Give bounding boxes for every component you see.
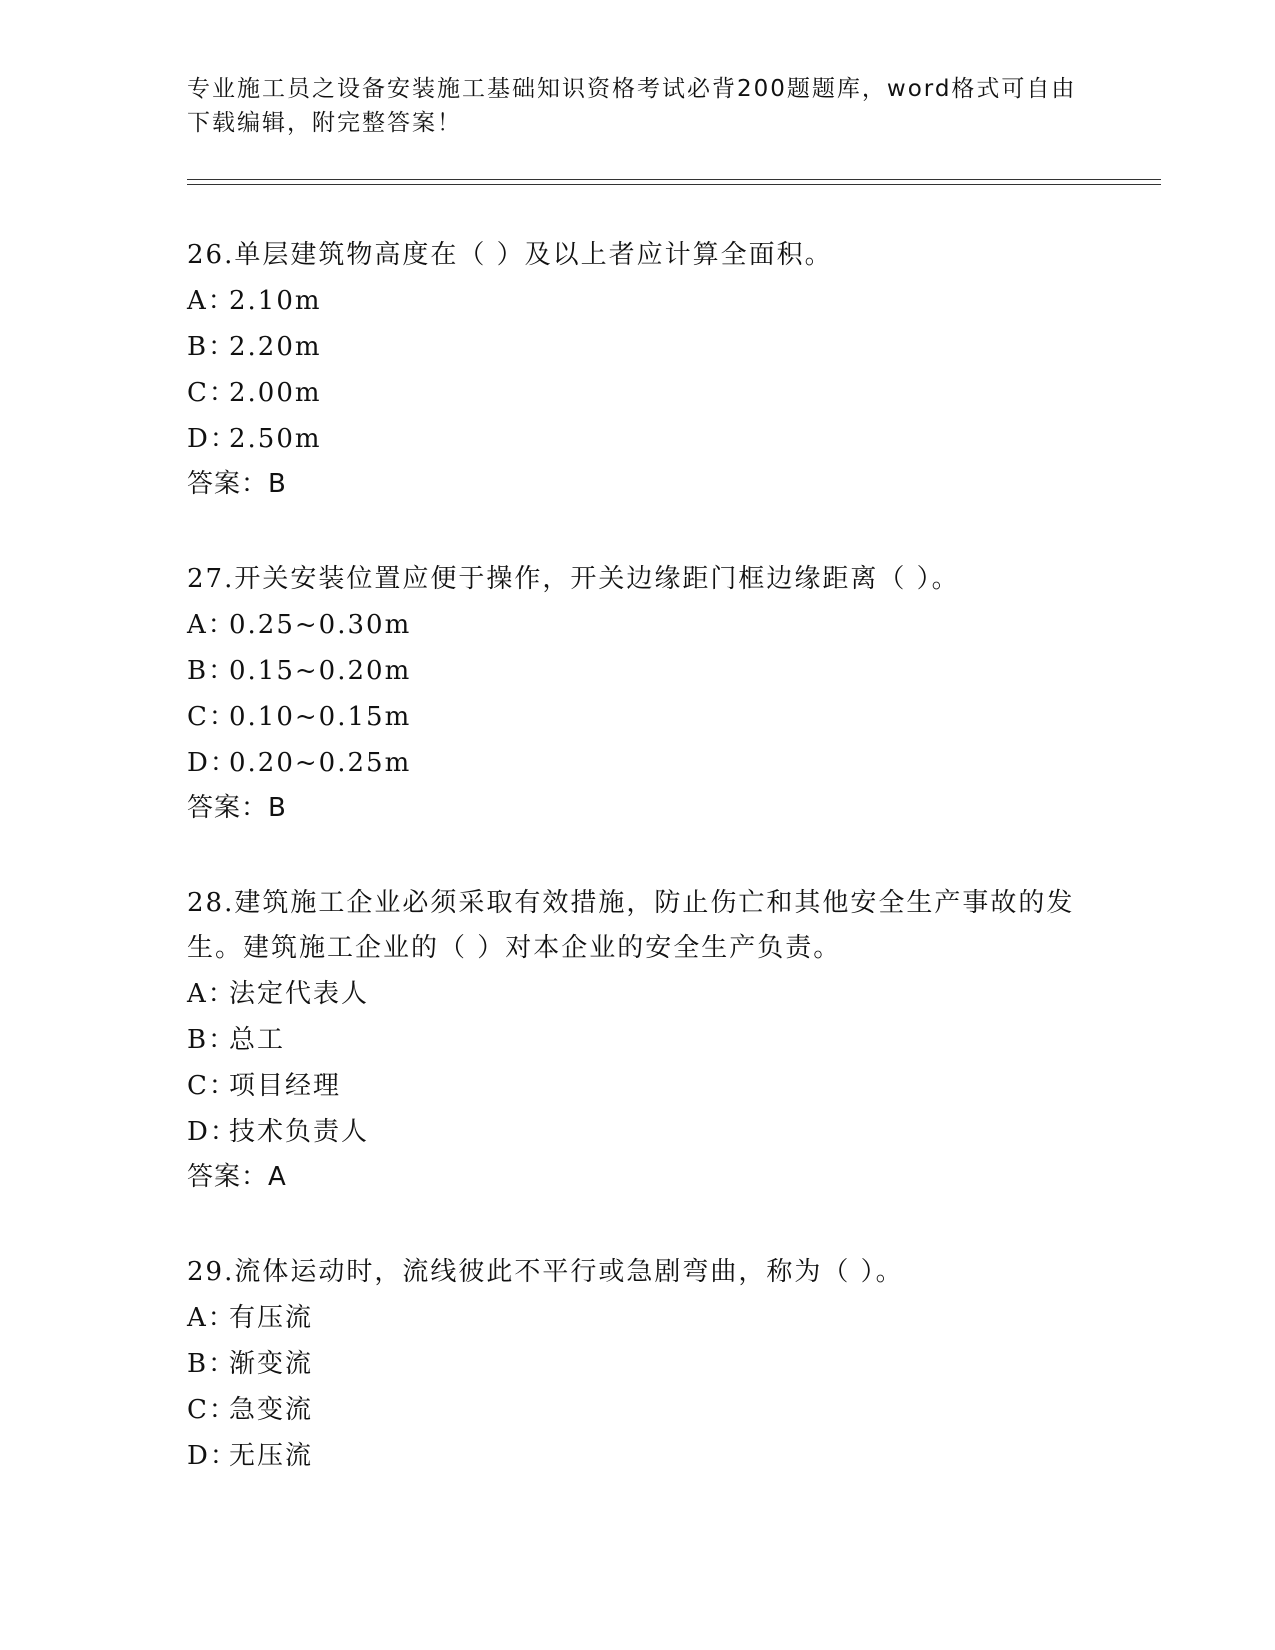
option-text: 无压流 (229, 1441, 314, 1471)
document-header (187, 72, 1087, 140)
option-letter: A： (187, 1303, 236, 1333)
question-block (187, 557, 1127, 830)
answer-option (187, 602, 1127, 648)
option-letter: C： (187, 1071, 237, 1101)
option-text: 项目经理 (229, 1071, 342, 1101)
answer-option (187, 1017, 1127, 1063)
option-letter: B： (187, 656, 237, 686)
option-letter: B： (187, 332, 237, 362)
option-text: 有压流 (229, 1303, 314, 1333)
option-text: 法定代表人 (229, 979, 370, 1009)
question-stem: 28.建筑施工企业必须采取有效措施，防止伤亡和其他安全生产事故的发生。建筑施工企业的（ ）对本企业的安全生产负责。 (187, 888, 1075, 963)
answer-option (187, 1341, 1127, 1387)
answer-option (187, 648, 1127, 694)
header-divider-top (187, 179, 1161, 180)
answer-option (187, 694, 1127, 740)
answer-key: 答案：B (187, 469, 287, 499)
option-text: 渐变流 (229, 1349, 314, 1379)
option-letter: D： (187, 424, 238, 454)
answer-option (187, 324, 1127, 370)
answer-option (187, 971, 1127, 1017)
option-letter: B： (187, 1349, 237, 1379)
header-line-2: 下载编辑，附完整答案！ (187, 110, 462, 136)
answer-key: 答案：A (187, 1162, 287, 1192)
option-text: 急变流 (229, 1395, 314, 1425)
answer-option (187, 416, 1127, 462)
option-letter: D： (187, 1117, 238, 1147)
option-letter: A： (187, 610, 236, 640)
answer-option (187, 1387, 1127, 1433)
answer-option (187, 278, 1127, 324)
option-text: 0.20~0.25m (229, 748, 412, 778)
answer-option (187, 1109, 1127, 1155)
question-stem: 29.流体运动时，流线彼此不平行或急剧弯曲，称为（ ）。 (187, 1257, 904, 1287)
option-text: 2.20m (229, 332, 322, 362)
header-line-1: 专业施工员之设备安装施工基础知识资格考试必背200题题库，word格式可自由 (187, 76, 1077, 102)
answer-option (187, 1433, 1127, 1479)
option-text: 0.25~0.30m (229, 610, 412, 640)
question-block (187, 233, 1127, 506)
option-text: 总工 (229, 1025, 286, 1055)
option-text: 2.10m (229, 286, 322, 316)
question-block (187, 881, 1127, 1199)
option-letter: C： (187, 702, 237, 732)
option-text: 0.10~0.15m (229, 702, 412, 732)
option-letter: A： (187, 979, 236, 1009)
option-letter: C： (187, 378, 237, 408)
header-divider-bottom (187, 184, 1161, 185)
question-stem: 26.单层建筑物高度在（ ）及以上者应计算全面积。 (187, 240, 833, 270)
option-text: 2.00m (229, 378, 322, 408)
answer-option (187, 740, 1127, 786)
option-text: 0.15~0.20m (229, 656, 412, 686)
option-letter: C： (187, 1395, 237, 1425)
option-letter: B： (187, 1025, 237, 1055)
option-text: 技术负责人 (229, 1117, 370, 1147)
option-text: 2.50m (229, 424, 322, 454)
answer-option (187, 1295, 1127, 1341)
answer-option (187, 370, 1127, 416)
question-stem: 27.开关安装位置应便于操作，开关边缘距门框边缘距离（ ）。 (187, 564, 960, 594)
option-letter: D： (187, 1441, 238, 1471)
question-block (187, 1250, 1127, 1479)
option-letter: A： (187, 286, 236, 316)
option-letter: D： (187, 748, 238, 778)
answer-option (187, 1063, 1127, 1109)
answer-key: 答案：B (187, 793, 287, 823)
question-list (187, 233, 1127, 1530)
